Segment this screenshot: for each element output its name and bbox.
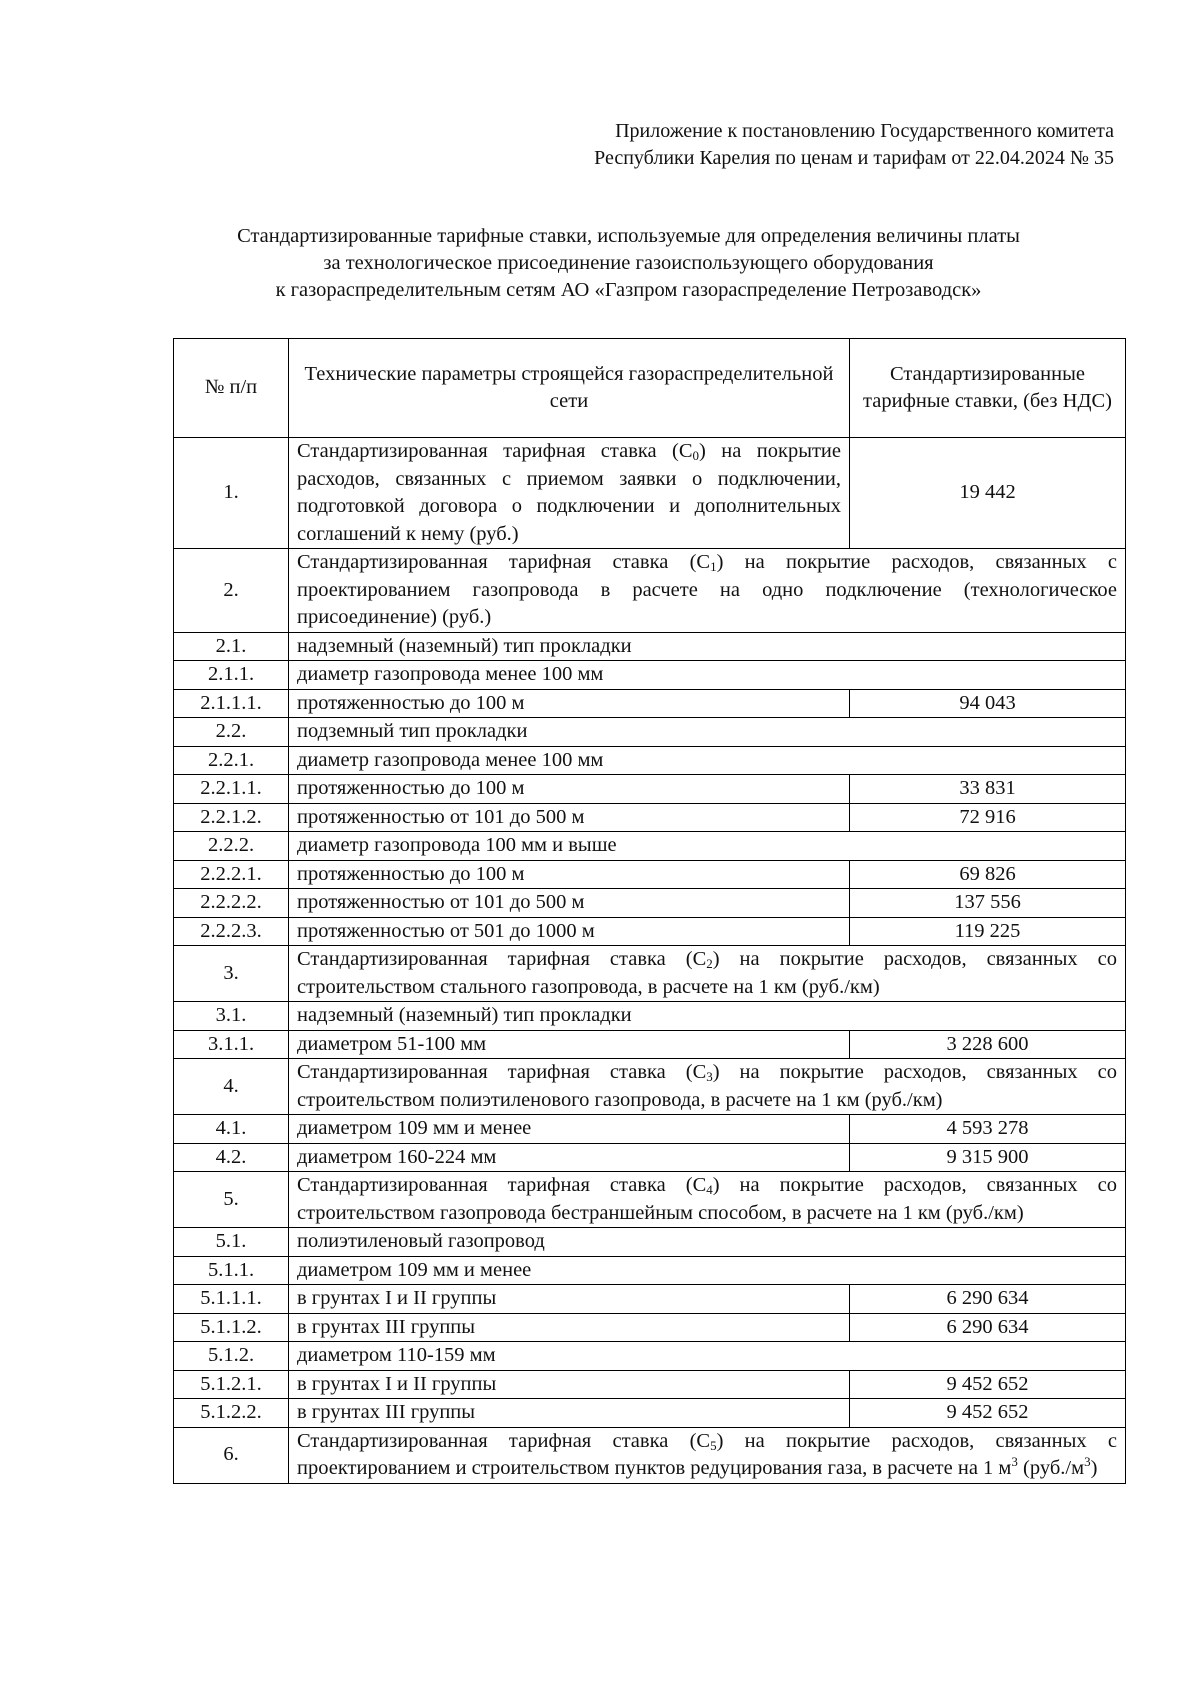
- row-description: диаметром 110-159 мм: [289, 1342, 1126, 1371]
- row-number: 5.: [174, 1172, 289, 1228]
- rate-subscript: 0: [692, 448, 700, 463]
- table-row: [174, 1143, 1126, 1172]
- description-text: ): [1090, 1457, 1098, 1479]
- description-text: Стандартизированная тарифная ставка (С: [297, 1061, 707, 1083]
- row-rate-value: 4 593 278: [850, 1115, 1126, 1144]
- row-description: протяженностью от 501 до 1000 м: [289, 917, 850, 946]
- row-rate-value: 69 826: [850, 860, 1126, 889]
- description-text: Стандартизированная тарифная ставка (С: [297, 1429, 711, 1452]
- table-row: [174, 1228, 1126, 1257]
- table-row: [174, 549, 1126, 633]
- description-text: ) на покрытие расходов, связанных с приемом заявки о подключении, подготовкой договора о подключении и дополнительных соглашений к нему (руб.): [297, 440, 841, 545]
- table-row: [174, 746, 1126, 775]
- row-description: протяженностью до 100 м: [289, 860, 850, 889]
- table-row: [174, 632, 1126, 661]
- table-row: [174, 661, 1126, 690]
- row-number: 2.2.2.3.: [174, 917, 289, 946]
- row-description: протяженностью до 100 м: [289, 775, 850, 804]
- table-row: [174, 917, 1126, 946]
- table-row: [174, 1313, 1126, 1342]
- row-description: протяженностью от 101 до 500 м: [289, 889, 850, 918]
- row-number: 4.: [174, 1059, 289, 1115]
- row-number: 5.1.: [174, 1228, 289, 1257]
- row-number: 5.1.2.: [174, 1342, 289, 1371]
- row-rate-value: 33 831: [850, 775, 1126, 804]
- description-text: ) на покрытие расходов, связанных со строительством газопровода бестраншейным способом, в расчете на 1 км (руб./км): [297, 1174, 1117, 1224]
- table-row: [174, 860, 1126, 889]
- row-rate-value: 9 452 652: [850, 1399, 1126, 1428]
- rate-subscript: 4: [706, 1182, 713, 1197]
- description-text: Стандартизированная тарифная ставка (С: [297, 551, 711, 573]
- appendix-line-2: Республики Карелия по ценам и тарифам от 22.04.2024 № 35: [594, 147, 1114, 169]
- title-line-2: за технологическое присоединение газоиспользующего оборудования: [323, 252, 934, 274]
- table-row: [174, 1030, 1126, 1059]
- description-text: ) на покрытие расходов, связанных со строительством полиэтиленового газопровода, в расчете на 1 км (руб./км): [297, 1061, 1117, 1111]
- table-row: [174, 1172, 1126, 1228]
- table-row: [174, 889, 1126, 918]
- row-rate-value: 19 442: [850, 438, 1126, 549]
- row-rate-value: 6 290 634: [850, 1285, 1126, 1314]
- row-number: 2.2.1.2.: [174, 803, 289, 832]
- row-description: надземный (наземный) тип прокладки: [289, 1002, 1126, 1031]
- row-number: 6.: [174, 1427, 289, 1483]
- table-row: [174, 1370, 1126, 1399]
- table-row: [174, 1115, 1126, 1144]
- row-description: протяженностью от 101 до 500 м: [289, 803, 850, 832]
- row-rate-value: 72 916: [850, 803, 1126, 832]
- table-row: [174, 832, 1126, 861]
- table-row: [174, 775, 1126, 804]
- row-number: 5.1.2.2.: [174, 1399, 289, 1428]
- row-description: в грунтах III группы: [289, 1313, 850, 1342]
- description-text: ) на покрытие расходов, связанных с проектированием газопровода в расчете на одно подключение (технологическое присоединение) (руб.): [297, 551, 1117, 628]
- row-description: [289, 549, 1126, 633]
- tariff-table: [173, 338, 1126, 1484]
- table-row: [174, 803, 1126, 832]
- document-title: [150, 223, 1107, 304]
- rate-subscript: 1: [710, 559, 717, 574]
- table-row: [174, 1285, 1126, 1314]
- row-number: 3.1.: [174, 1002, 289, 1031]
- row-number: 3.: [174, 946, 289, 1002]
- table-row: [174, 689, 1126, 718]
- row-description: диаметр газопровода менее 100 мм: [289, 746, 1126, 775]
- row-number: 2.2.2.1.: [174, 860, 289, 889]
- row-rate-value: 9 315 900: [850, 1143, 1126, 1172]
- row-description: [289, 438, 850, 549]
- table-row: [174, 1399, 1126, 1428]
- description-text: ) на покрытие расходов, связанных со строительством стального газопровода, в расчете на 1 км (руб./км): [297, 948, 1117, 998]
- rate-subscript: 2: [706, 956, 713, 971]
- table-body: [174, 438, 1126, 1484]
- row-number: 2.1.: [174, 632, 289, 661]
- row-description: полиэтиленовый газопровод: [289, 1228, 1126, 1257]
- row-number: 4.2.: [174, 1143, 289, 1172]
- row-number: 2.2.1.1.: [174, 775, 289, 804]
- table-row: [174, 718, 1126, 747]
- row-number: 2.2.2.2.: [174, 889, 289, 918]
- row-description: [289, 946, 1126, 1002]
- table-row: [174, 946, 1126, 1002]
- row-description: [289, 1059, 1126, 1115]
- row-rate-value: 9 452 652: [850, 1370, 1126, 1399]
- table-row: [174, 1256, 1126, 1285]
- row-number: 2.1.1.1.: [174, 689, 289, 718]
- row-description: [289, 1427, 1126, 1483]
- row-description: надземный (наземный) тип прокладки: [289, 632, 1126, 661]
- row-number: 2.2.2.: [174, 832, 289, 861]
- table-header-row: [174, 339, 1126, 438]
- table-row: [174, 438, 1126, 549]
- description-text: Стандартизированная тарифная ставка (С: [297, 1174, 707, 1196]
- row-rate-value: 94 043: [850, 689, 1126, 718]
- row-number: 5.1.1.2.: [174, 1313, 289, 1342]
- description-text: Стандартизированная тарифная ставка (С: [297, 440, 693, 462]
- row-description: диаметр газопровода менее 100 мм: [289, 661, 1126, 690]
- row-rate-value: 3 228 600: [850, 1030, 1126, 1059]
- row-rate-value: 119 225: [850, 917, 1126, 946]
- appendix-line-1: Приложение к постановлению Государственного комитета: [615, 120, 1114, 142]
- header-parameters: Технические параметры строящейся газораспределительной сети: [289, 339, 850, 438]
- title-line-3: к газораспределительным сетям АО «Газпром газораспределение Петрозаводск»: [275, 279, 982, 301]
- table-row: [174, 1002, 1126, 1031]
- title-line-1: Стандартизированные тарифные ставки, используемые для определения величины платы: [237, 225, 1020, 247]
- row-number: 1.: [174, 438, 289, 549]
- row-number: 2.2.: [174, 718, 289, 747]
- table-row: [174, 1427, 1126, 1483]
- header-number: № п/п: [174, 339, 289, 438]
- row-number: 5.1.1.1.: [174, 1285, 289, 1314]
- row-description: диаметром 109 мм и менее: [289, 1115, 850, 1144]
- description-text: Стандартизированная тарифная ставка (С: [297, 948, 707, 970]
- row-description: диаметром 160-224 мм: [289, 1143, 850, 1172]
- row-number: 4.1.: [174, 1115, 289, 1144]
- rate-subscript: 3: [706, 1069, 713, 1084]
- row-rate-value: 137 556: [850, 889, 1126, 918]
- table-row: [174, 1059, 1126, 1115]
- row-description: протяженностью до 100 м: [289, 689, 850, 718]
- row-description: в грунтах I и II группы: [289, 1370, 850, 1399]
- row-description: диаметром 109 мм и менее: [289, 1256, 1126, 1285]
- row-number: 2.1.1.: [174, 661, 289, 690]
- row-description: диаметр газопровода 100 мм и выше: [289, 832, 1126, 861]
- row-description: подземный тип прокладки: [289, 718, 1126, 747]
- description-text: (руб./м: [1017, 1457, 1085, 1479]
- row-description: диаметром 51-100 мм: [289, 1030, 850, 1059]
- description-text: ) на покрытие расходов, связанных с проектированием и строительством пунктов редуцирования газа, в расчете на 1 м: [297, 1429, 1117, 1479]
- appendix-note: [594, 118, 1114, 172]
- unit-superscript: 3: [1011, 1454, 1018, 1469]
- row-number: 2.: [174, 549, 289, 633]
- row-number: 2.2.1.: [174, 746, 289, 775]
- rate-subscript: 5: [710, 1437, 717, 1453]
- table-row: [174, 1342, 1126, 1371]
- unit-superscript: 3: [1084, 1454, 1091, 1469]
- row-description: в грунтах I и II группы: [289, 1285, 850, 1314]
- row-number: 5.1.1.: [174, 1256, 289, 1285]
- row-number: 5.1.2.1.: [174, 1370, 289, 1399]
- row-description: в грунтах III группы: [289, 1399, 850, 1428]
- row-description: [289, 1172, 1126, 1228]
- header-rates: Стандартизированные тарифные ставки, (без НДС): [850, 339, 1126, 438]
- row-number: 3.1.1.: [174, 1030, 289, 1059]
- row-rate-value: 6 290 634: [850, 1313, 1126, 1342]
